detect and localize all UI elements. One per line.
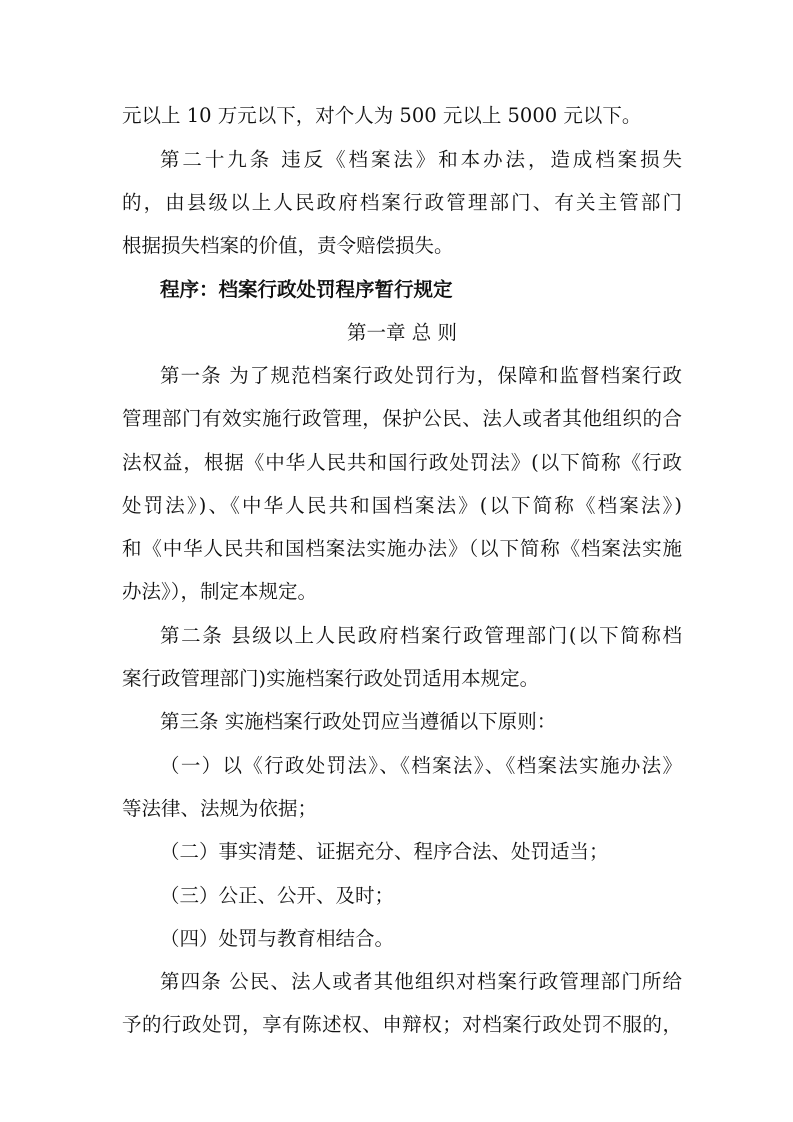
text-line-8: 管理部门有效实施行政管理，保护公民、法人或者其他组织的合 — [122, 407, 682, 430]
text-line-17: 等法律、法规为依据； — [122, 797, 318, 820]
text-line-11: 和《中华人民共和国档案法实施办法》（以下简称《档案法实施 — [122, 537, 682, 560]
text-line-4: 根据损失档案的价值，责令赔偿损失。 — [122, 234, 454, 257]
chapter-title: 第一章 总 则 — [347, 321, 457, 344]
text-line-12: 办法》），制定本规定。 — [122, 580, 318, 603]
text-line-7: 第一条 为了规范档案行政处罚行为，保障和监督档案行政 — [160, 364, 682, 387]
text-line-1: 元以上 10 万元以下，对个人为 500 元以上 5000 元以下。 — [122, 104, 642, 127]
text-line-15: 第三条 实施档案行政处罚应当遵循以下原则： — [160, 710, 557, 733]
text-line-10: 处罚法》)、《中华人民共和国档案法》(以下简称《档案法》) — [122, 494, 682, 517]
text-line-16: （一）以《行政处罚法》、《档案法》、《档案法实施办法》 — [160, 754, 682, 777]
text-line-9: 法权益，根据《中华人民共和国行政处罚法》(以下简称《行政 — [122, 451, 682, 474]
text-line-21: 第四条 公民、法人或者其他组织对档案行政管理部门所给 — [160, 970, 682, 993]
text-line-2: 第二十九条 违反《档案法》和本办法，造成档案损失 — [160, 148, 682, 171]
text-line-20: （四）处罚与教育相结合。 — [160, 927, 395, 950]
text-line-18: （二）事实清楚、证据充分、程序合法、处罚适当； — [160, 840, 609, 863]
text-line-19: （三）公正、公开、及时； — [160, 884, 395, 907]
text-line-14: 案行政管理部门)实施档案行政处罚适用本规定。 — [122, 667, 540, 690]
text-line-22: 予的行政处罚，享有陈述权、申辩权；对档案行政处罚不服的， — [122, 1013, 682, 1036]
text-line-3: 的，由县级以上人民政府档案行政管理部门、有关主管部门 — [122, 191, 682, 214]
section-heading: 程序：档案行政处罚程序暂行规定 — [160, 278, 453, 301]
text-line-13: 第二条 县级以上人民政府档案行政管理部门(以下简称档 — [160, 624, 682, 647]
